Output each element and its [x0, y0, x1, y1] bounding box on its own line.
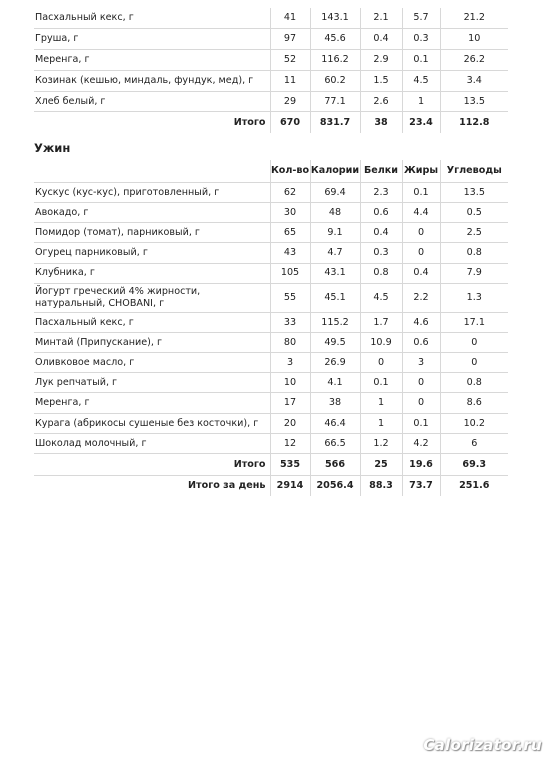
- protein-cell: 0.8: [360, 263, 402, 283]
- table-row: [34, 29, 508, 50]
- nutrition-report: [34, 0, 508, 496]
- qty-cell: 17: [270, 393, 310, 413]
- qty-cell: 33: [270, 312, 310, 332]
- calories-cell: 45.1: [310, 283, 360, 312]
- qty-cell: 30: [270, 202, 310, 222]
- protein-cell: 0.3: [360, 243, 402, 263]
- carbs-cell: 26.2: [440, 50, 508, 71]
- food-name: Козинак (кешью, миндаль, фундук, мед), г: [34, 70, 270, 91]
- fat-cell: 0.4: [402, 263, 440, 283]
- qty-cell: 65: [270, 223, 310, 243]
- food-name: Пасхальный кекс, г: [34, 8, 270, 29]
- protein-cell: 0.4: [360, 223, 402, 243]
- total-fat: 19.6: [402, 454, 440, 476]
- qty-cell: 41: [270, 8, 310, 29]
- food-name: Хлеб белый, г: [34, 91, 270, 112]
- fat-cell: 0.3: [402, 29, 440, 50]
- food-name: Минтай (Припускание), г: [34, 332, 270, 352]
- fat-cell: 0: [402, 223, 440, 243]
- table-row: [34, 413, 508, 433]
- carbs-cell: 21.2: [440, 8, 508, 29]
- qty-cell: 12: [270, 433, 310, 453]
- calories-cell: 4.1: [310, 373, 360, 393]
- fat-cell: 4.4: [402, 202, 440, 222]
- table-row: [34, 182, 508, 202]
- carbs-cell: 0: [440, 332, 508, 352]
- total-label: Итого: [233, 116, 266, 128]
- calories-cell: 38: [310, 393, 360, 413]
- fat-cell: 0.1: [402, 413, 440, 433]
- calories-cell: 60.2: [310, 70, 360, 91]
- protein-cell: 1: [360, 393, 402, 413]
- table-row: [34, 202, 508, 222]
- calories-cell: 9.1: [310, 223, 360, 243]
- food-name: Лук репчатый, г: [34, 373, 270, 393]
- fat-cell: 0.6: [402, 332, 440, 352]
- fat-cell: 3: [402, 353, 440, 373]
- qty-cell: 29: [270, 91, 310, 112]
- calories-cell: 77.1: [310, 91, 360, 112]
- total-carbs: 69.3: [440, 454, 508, 476]
- food-name: Огурец парниковый, г: [34, 243, 270, 263]
- carbs-cell: 0.8: [440, 373, 508, 393]
- calories-cell: 4.7: [310, 243, 360, 263]
- table-row: [34, 243, 508, 263]
- header-protein: Белки: [360, 160, 402, 183]
- protein-cell: 1.5: [360, 70, 402, 91]
- day-total-carbs: 251.6: [440, 476, 508, 496]
- carbs-cell: 17.1: [440, 312, 508, 332]
- calories-cell: 26.9: [310, 353, 360, 373]
- table-row: [34, 332, 508, 352]
- table-row: [34, 91, 508, 112]
- food-name: Меренга, г: [34, 393, 270, 413]
- food-name: Меренга, г: [34, 50, 270, 71]
- fat-cell: 1: [402, 91, 440, 112]
- calories-cell: 49.5: [310, 332, 360, 352]
- lunch-table: [34, 8, 508, 133]
- protein-cell: 2.3: [360, 182, 402, 202]
- protein-cell: 2.6: [360, 91, 402, 112]
- qty-cell: 10: [270, 373, 310, 393]
- protein-cell: 1: [360, 413, 402, 433]
- total-calories: 566: [310, 454, 360, 476]
- carbs-cell: 0.8: [440, 243, 508, 263]
- protein-cell: 1.2: [360, 433, 402, 453]
- table-row: [34, 353, 508, 373]
- total-carbs: 112.8: [440, 112, 508, 133]
- food-name: Курага (абрикосы сушеные без косточки), г: [34, 413, 270, 433]
- food-name: Авокадо, г: [34, 202, 270, 222]
- qty-cell: 55: [270, 283, 310, 312]
- food-name: Йогурт греческий 4% жирности, натуральный, CHOBANI, г: [34, 283, 270, 312]
- qty-cell: 97: [270, 29, 310, 50]
- dinner-header-row: [34, 160, 508, 183]
- fat-cell: 5.7: [402, 8, 440, 29]
- protein-cell: 0.1: [360, 373, 402, 393]
- total-label: Итого: [233, 458, 266, 470]
- protein-cell: 1.7: [360, 312, 402, 332]
- calories-cell: 69.4: [310, 182, 360, 202]
- calories-cell: 66.5: [310, 433, 360, 453]
- table-row: [34, 283, 508, 312]
- table-row: [34, 70, 508, 91]
- dinner-total-row: [34, 454, 508, 476]
- day-total-calories: 2056.4: [310, 476, 360, 496]
- carbs-cell: 1.3: [440, 283, 508, 312]
- day-total-protein: 88.3: [360, 476, 402, 496]
- table-row: [34, 393, 508, 413]
- fat-cell: 4.2: [402, 433, 440, 453]
- carbs-cell: 8.6: [440, 393, 508, 413]
- header-fat: Жиры: [402, 160, 440, 183]
- food-name: Шоколад молочный, г: [34, 433, 270, 453]
- food-name: Оливковое масло, г: [34, 353, 270, 373]
- qty-cell: 3: [270, 353, 310, 373]
- calories-cell: 115.2: [310, 312, 360, 332]
- carbs-cell: 0.5: [440, 202, 508, 222]
- fat-cell: 0.1: [402, 50, 440, 71]
- total-protein: 38: [360, 112, 402, 133]
- fat-cell: 0: [402, 243, 440, 263]
- total-fat: 23.4: [402, 112, 440, 133]
- carbs-cell: 10: [440, 29, 508, 50]
- table-row: [34, 50, 508, 71]
- food-name: Груша, г: [34, 29, 270, 50]
- carbs-cell: 0: [440, 353, 508, 373]
- protein-cell: 2.9: [360, 50, 402, 71]
- day-total-label: Итого за день: [34, 476, 270, 496]
- carbs-cell: 13.5: [440, 182, 508, 202]
- table-row: [34, 373, 508, 393]
- fat-cell: 0: [402, 393, 440, 413]
- dinner-title: Ужин: [34, 140, 71, 155]
- fat-cell: 2.2: [402, 283, 440, 312]
- calories-cell: 45.6: [310, 29, 360, 50]
- fat-cell: 0: [402, 373, 440, 393]
- carbs-cell: 6: [440, 433, 508, 453]
- protein-cell: 10.9: [360, 332, 402, 352]
- table-row: [34, 433, 508, 453]
- day-total-qty: 2914: [270, 476, 310, 496]
- fat-cell: 4.5: [402, 70, 440, 91]
- protein-cell: 0.4: [360, 29, 402, 50]
- calories-cell: 46.4: [310, 413, 360, 433]
- total-protein: 25: [360, 454, 402, 476]
- protein-cell: 2.1: [360, 8, 402, 29]
- carbs-cell: 2.5: [440, 223, 508, 243]
- food-name: Пасхальный кекс, г: [34, 312, 270, 332]
- carbs-cell: 10.2: [440, 413, 508, 433]
- qty-cell: 62: [270, 182, 310, 202]
- calories-cell: 43.1: [310, 263, 360, 283]
- protein-cell: 0.6: [360, 202, 402, 222]
- qty-cell: 11: [270, 70, 310, 91]
- carbs-cell: 7.9: [440, 263, 508, 283]
- protein-cell: 0: [360, 353, 402, 373]
- header-calories: Калории: [310, 160, 360, 183]
- qty-cell: 43: [270, 243, 310, 263]
- carbs-cell: 3.4: [440, 70, 508, 91]
- table-row: [34, 8, 508, 29]
- calories-cell: 143.1: [310, 8, 360, 29]
- dinner-table: [34, 160, 508, 496]
- fat-cell: 4.6: [402, 312, 440, 332]
- food-name: Помидор (томат), парниковый, г: [34, 223, 270, 243]
- protein-cell: 4.5: [360, 283, 402, 312]
- total-calories: 831.7: [310, 112, 360, 133]
- table-row: [34, 223, 508, 243]
- day-total-fat: 73.7: [402, 476, 440, 496]
- food-name: Кускус (кус-кус), приготовленный, г: [34, 182, 270, 202]
- qty-cell: 80: [270, 332, 310, 352]
- header-name: [34, 160, 270, 183]
- table-row: [34, 312, 508, 332]
- calories-cell: 116.2: [310, 50, 360, 71]
- qty-cell: 52: [270, 50, 310, 71]
- table-row: [34, 263, 508, 283]
- carbs-cell: 13.5: [440, 91, 508, 112]
- fat-cell: 0.1: [402, 182, 440, 202]
- calorizator-watermark: Calorizator.ru: [423, 736, 542, 754]
- qty-cell: 20: [270, 413, 310, 433]
- total-qty: 535: [270, 454, 310, 476]
- food-name: Клубника, г: [34, 263, 270, 283]
- total-qty: 670: [270, 112, 310, 133]
- lunch-total-row: [34, 112, 508, 133]
- calories-cell: 48: [310, 202, 360, 222]
- header-qty: Кол-во: [270, 160, 310, 183]
- qty-cell: 105: [270, 263, 310, 283]
- header-carbs: Углеводы: [440, 160, 508, 183]
- day-total-row: [34, 476, 508, 496]
